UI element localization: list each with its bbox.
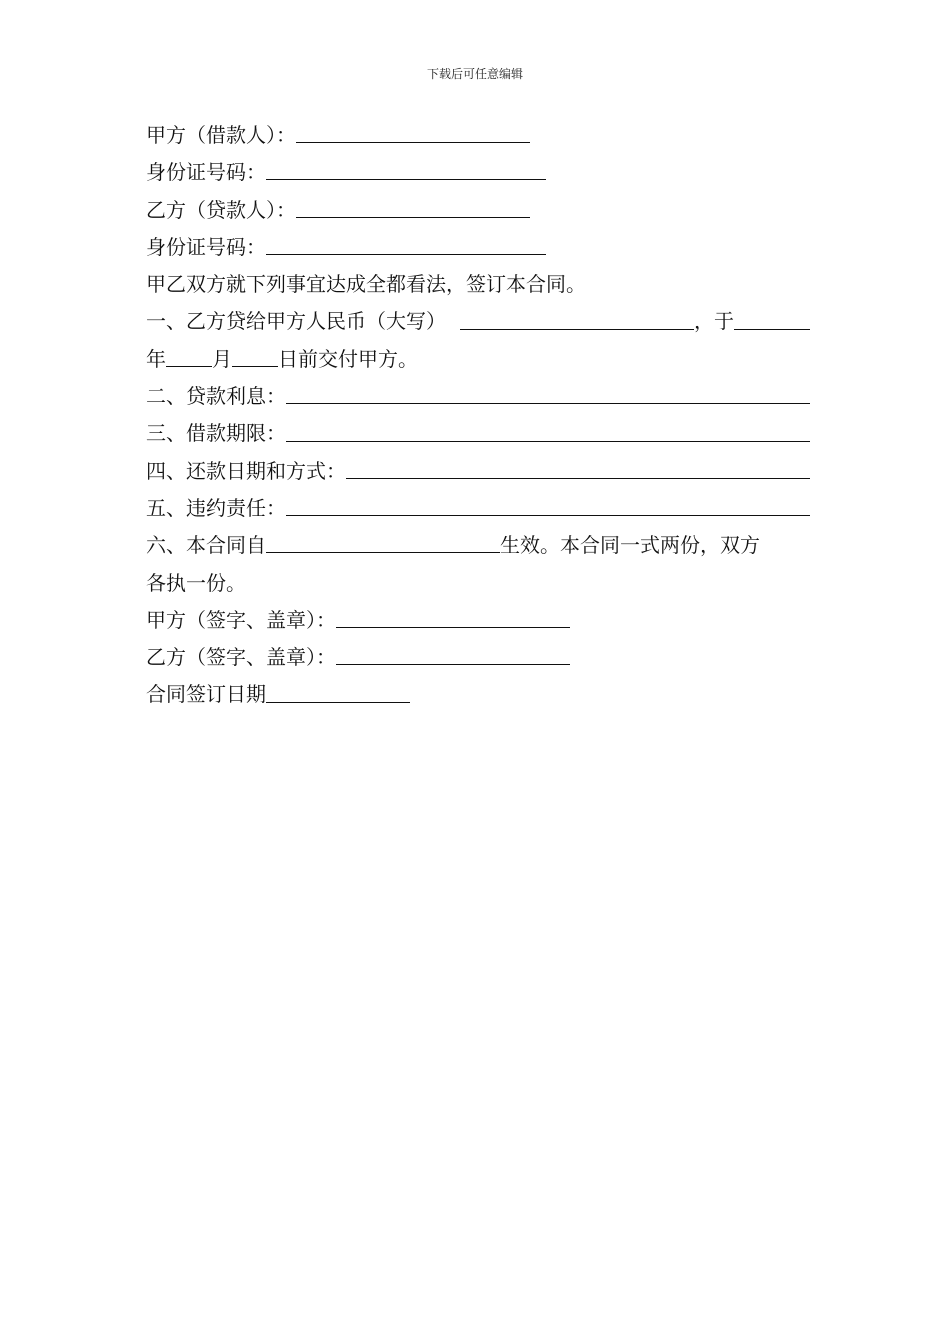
sign-a-label: 甲方（签字、盖章）：	[146, 607, 336, 632]
effective-date-field[interactable]	[266, 530, 500, 553]
clause-6-row-2	[146, 565, 810, 602]
party-b-id-field[interactable]	[266, 232, 546, 255]
loan-amount-field[interactable]	[460, 307, 694, 330]
clause-1-text-e: 日前交付甲方。	[278, 346, 418, 371]
party-b-id-row	[146, 229, 810, 266]
clause-3-row	[146, 415, 810, 452]
clause-6-text-a: 六、本合同自	[146, 533, 266, 558]
party-a-signature-field[interactable]	[336, 605, 570, 628]
sign-a-row	[146, 602, 810, 639]
delivery-month-field[interactable]	[166, 344, 212, 367]
loan-interest-field[interactable]	[286, 381, 810, 404]
delivery-year-field[interactable]	[734, 307, 810, 330]
clause-3-label: 三、借款期限：	[146, 421, 286, 446]
clause-6-text-b: 生效。本合同一式两份，双方	[500, 533, 760, 558]
clause-1-text-d: 月	[212, 346, 232, 371]
party-b-label: 乙方（贷款人）：	[146, 197, 296, 222]
party-a-name-field[interactable]	[296, 120, 530, 143]
clause-2-row	[146, 378, 810, 415]
party-b-row	[146, 192, 810, 229]
repayment-method-field[interactable]	[346, 456, 810, 479]
clause-1-text-c: 年	[146, 346, 166, 371]
sign-date-row	[146, 676, 810, 713]
clause-1-row-1	[146, 303, 810, 340]
clause-1-row-2	[146, 341, 810, 378]
clause-6-text-c: 各执一份。	[146, 570, 246, 595]
sign-date-field[interactable]	[266, 680, 410, 703]
header-note: 下载后可任意编辑	[426, 67, 523, 81]
party-a-id-label: 身份证号码：	[146, 160, 266, 185]
delivery-day-field[interactable]	[232, 344, 278, 367]
clause-1-text-a: 一、乙方贷给甲方人民币（大写）	[146, 309, 446, 334]
sign-b-row	[146, 639, 810, 676]
breach-liability-field[interactable]	[286, 493, 810, 516]
sign-date-label: 合同签订日期	[146, 682, 266, 707]
clause-4-label: 四、还款日期和方式：	[146, 458, 346, 483]
clause-5-label: 五、违约责任：	[146, 495, 286, 520]
clause-6-row-1	[146, 527, 810, 564]
contract-body	[146, 117, 810, 714]
preamble-text: 甲乙双方就下列事宜达成全都看法，签订本合同。	[146, 272, 586, 297]
loan-term-field[interactable]	[286, 419, 810, 442]
party-b-name-field[interactable]	[296, 195, 530, 218]
clause-4-row	[146, 453, 810, 490]
sign-b-label: 乙方（签字、盖章）：	[146, 645, 336, 670]
party-a-id-row	[146, 154, 810, 191]
clause-1-text-b: ，于	[694, 309, 734, 334]
party-a-id-field[interactable]	[266, 157, 546, 180]
party-b-signature-field[interactable]	[336, 642, 570, 665]
party-a-label: 甲方（借款人）：	[146, 123, 296, 147]
clause-2-label: 二、贷款利息：	[146, 384, 286, 409]
party-b-id-label: 身份证号码：	[146, 234, 266, 259]
preamble-row	[146, 266, 810, 303]
party-a-row	[146, 117, 810, 154]
clause-5-row	[146, 490, 810, 527]
